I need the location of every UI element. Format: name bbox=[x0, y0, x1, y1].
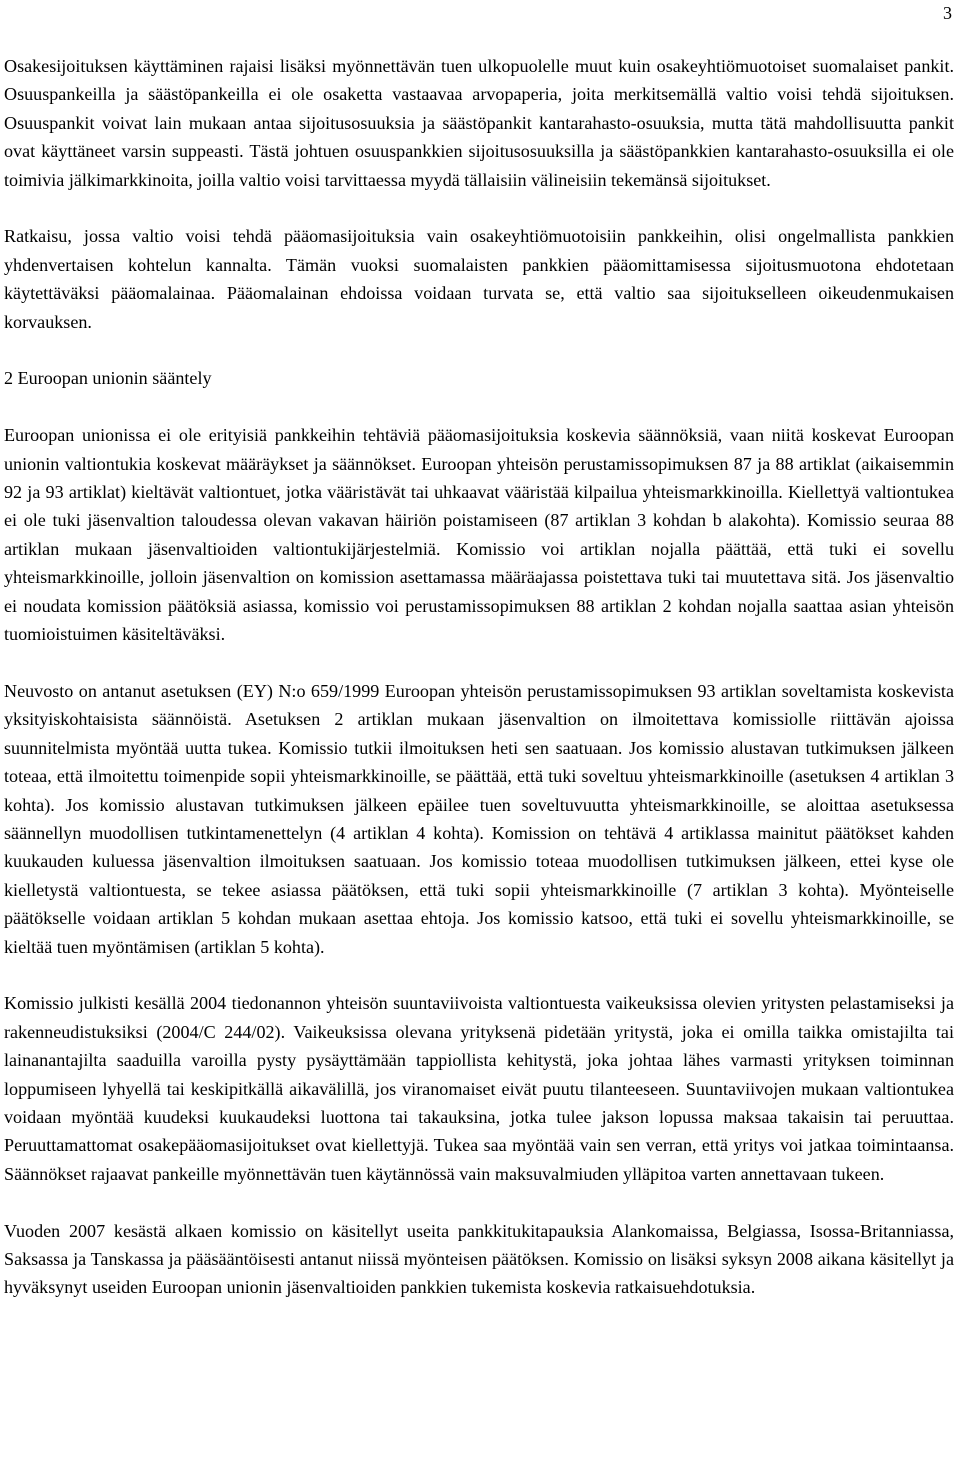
page-number: 3 bbox=[943, 3, 952, 23]
paragraph-commission-guidelines: Komissio julkisti kesällä 2004 tiedonannon yhteisön suuntaviivoista valtiontuesta vaikeuksissa olevien yritysten pelastamiseksi ja rakenneudistuksiksi (2004/C 244/02). Vaikeuksissa olevana yrityksenä pidetään yritystä, joka ei omilla taikka omistajilta tai lainanantajilta saaduilla varoilla pysty pysäyttämään tappiollista kehitystä, joka johtaa lähes varmasti yrityksen toiminnan loppumiseen lyhyellä tai keskipitkällä aikavälillä, jos viranomaiset eivät puutu tilanteeseen. Suuntaviivojen mukaan valtiontukea voidaan myöntää kuudeksi kuukaudeksi luottona tai takauksina, jotka tulee jakson lopussa maksaa takaisin tai peruuttaa. Peruuttamattomat osakepääomasijoitukset ovat kiellettyjä. Tukea saa myöntää vain sen verran, että yritys voi jatkaa toimintaansa. Säännökset rajaavat pankeille myönnettävän tuen käytännössä vain maksuvalmiuden ylläpitoa varten annettavaan tukeen. bbox=[4, 993, 954, 1184]
paragraph-council-regulation: Neuvosto on antanut asetuksen (EY) N:o 659/1999 Euroopan yhteisön perustamissopimuksen 93 artiklan soveltamista koskevista yksityiskohtaisista säännöistä. Asetuksen 2 artiklan mukaan jäsenvaltion on ilmoitettava komissiolle riittävän ajoissa suunnitelmista myöntää uutta tukea. Komissio tutkii ilmoituksen heti sen saatuaan. Jos komissio alustavan tutkimuksen jälkeen toteaa, että ilmoitettu toimenpide sopii yhteismarkkinoille, se päättää, että tuki soveltuu yhteismarkkinoille (asetuksen 4 artiklan 3 kohta). Jos komissio alustavan tutkimuksen jälkeen epäilee tuen soveltuvuutta yhteismarkkinoille, se aloittaa asetuksessa säännellyn muodollisen tutkintamenettelyn (4 artiklan 4 kohta). Komission on tehtävä 4 artiklassa mainitut päätökset kahden kuukauden kuluessa jäsenvaltion ilmoituksen saatuaan. Jos komissio toteaa muodollisen tutkimuksen jälkeen, ettei kyse ole kielletystä valtiontuesta, se tekee asiassa päätöksen, että tuki sopii yhteismarkkinoille (7 artiklan 3 kohta). Myönteiselle päätökselle voidaan artiklan 5 kohdan mukaan asettaa ehtoja. Jos komissio katsoo, että tuki ei sovellu yhteismarkkinoille, se kieltää tuen myöntämisen (artiklan 5 kohta). bbox=[4, 680, 954, 957]
paragraph-capital-loan: Ratkaisu, jossa valtio voisi tehdä pääomasijoituksia vain osakeyhtiömuotoisiin pankkeihin, olisi ongelmallista pankkien yhdenvertaisen kohtelun kannalta. Tämän vuoksi suomalaisten pankkien pääomittamisessa sijoitusmuotona ehdotetaan käytettäväksi pääomalainaa. Pääomalainan ehdoissa voidaan turvata se, että valtio saa sijoitukselleen oikeudenmukaisen korvauksen. bbox=[4, 226, 954, 332]
document-body bbox=[4, 52, 954, 1302]
paragraph-share-investment: Osakesijoituksen käyttäminen rajaisi lisäksi myönnettävän tuen ulkopuolelle muut kuin osakeyhtiömuotoiset suomalaiset pankit. Osuuspankeilla ja säästöpankeilla ei ole osaketta vastaavaa arvopaperia, joita merkitsemällä valtio voisi tehdä sijoituksen. Osuuspankit voivat lain mukaan antaa sijoitusosuuksia ja säästöpankit kantarahasto-osuuksia, mutta tätä mahdollisuutta pankit ovat käyttäneet varsin suppeasti. Tästä johtuen osuuspankkien sijoitusosuuksilla ja säästöpankkien kantarahasto-osuuksilla ei ole toimivia jälkimarkkinoita, joilla valtio voisi tarvittaessa myydä tällaisiin välineisiin tekemänsä sijoitukset. bbox=[4, 56, 954, 190]
paragraph-bank-aid-cases: Vuoden 2007 kesästä alkaen komissio on käsitellyt useita pankkitukitapauksia Alankomaissa, Belgiassa, Isossa-Britanniassa, Saksassa ja Tanskassa ja pääsääntöisesti antanut niissä myönteisen päätöksen. Komissio on lisäksi syksyn 2008 aikana käsitellyt ja hyväksynyt useiden Euroopan unionin jäsenvaltioiden pankkien tukemista koskevia ratkaisuehdotuksia. bbox=[4, 1220, 954, 1298]
section-heading-eu-regulation: 2 Euroopan unionin sääntely bbox=[4, 368, 212, 389]
paragraph-eu-state-aid: Euroopan unionissa ei ole erityisiä pankkeihin tehtäviä pääomasijoituksia koskevia säännöksiä, vaan niitä koskevat Euroopan unionin valtiontukia koskevat määräykset ja säännökset. Euroopan yhteisön perustamissopimuksen 87 ja 88 artiklat (aikaisemmin 92 ja 93 artiklat) kieltävät valtiontuet, jotka vääristävät tai uhkaavat vääristää kilpailua yhteismarkkinoilla. Kiellettyä valtiontukea ei ole tuki jäsenvaltion taloudessa olevan vakavan häiriön poistamiseen (87 artiklan 3 kohdan b alakohta). Komissio seuraa 88 artiklan mukaan jäsenvaltioiden valtiontukijärjestelmiä. Komissio voi artiklan nojalla päättää, että tuki ei sovellu yhteismarkkinoille, jolloin jäsenvaltion on komission asettamassa määräajassa poistettava tuki tai muutettava sitä. Jos jäsenvaltio ei noudata komission päätöksiä asiassa, komissio voi perustamissopimuksen 88 artiklan 2 kohdan nojalla saattaa asian yhteisön tuomioistuimen käsiteltäväksi. bbox=[4, 425, 954, 645]
